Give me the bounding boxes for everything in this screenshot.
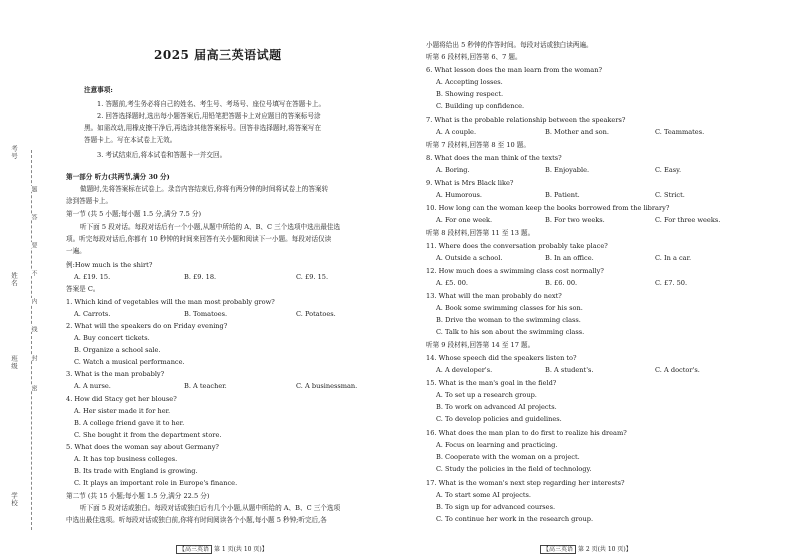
option: A. Humorous. (436, 191, 483, 199)
option: A. A nurse. (74, 382, 111, 390)
option: B. In an office. (545, 254, 594, 262)
option: A. A developer's. (436, 366, 493, 374)
option: C. £9. 15. (296, 273, 329, 281)
class-label: 班级 (10, 355, 18, 370)
footer-page: 第 1 页(共 10 页)】 (213, 546, 268, 553)
question: 16. What does the man plan to do first to realize his dream? (426, 429, 627, 437)
option: C. She bought it from the department store. (74, 431, 222, 439)
option: C. Easy. (655, 166, 682, 174)
section2-desc: 听下面 5 段对话或独白。每段对话或独白后有几个小题,从题中所给的 A、B、C 三个选项 (80, 504, 341, 512)
seal-word: 线 (30, 326, 37, 332)
option: A. £5. 00. (436, 279, 469, 287)
option: B. Drive the woman to the swimming class. (436, 316, 581, 324)
school-label: 学校 (10, 492, 18, 507)
option: A. It has top business colleges. (74, 455, 178, 463)
option: B. Cooperate with the woman on a project. (436, 453, 580, 461)
question: 2. What will the speakers do on Friday evening? (66, 322, 228, 330)
material-heading: 听第 7 段材料,回答第 8 至 10 题。 (426, 141, 530, 149)
option: C. Watch a musical performance. (74, 358, 185, 366)
seal-word: 不 (30, 270, 37, 276)
option: C. To develop policies and guidelines. (436, 415, 562, 423)
exam-title: 2025 届高三英语试题 (154, 48, 282, 62)
option: A. Her sister made it for her. (74, 407, 171, 415)
option: B. Mother and son. (545, 128, 609, 136)
option: A. Focus on learning and practicing. (436, 441, 558, 449)
seal-line (31, 150, 32, 530)
option: C. Building up confidence. (436, 102, 525, 110)
question: 15. What is the man's goal in the field? (426, 379, 557, 387)
option: B. To sign up for advanced courses. (436, 503, 556, 511)
footer-page: 第 2 页(共 10 页)】 (577, 546, 632, 553)
option: B. £6. 00. (545, 279, 578, 287)
option: B. To work on advanced AI projects. (436, 403, 557, 411)
question: 1. Which kind of vegetables will the man most probably grow? (66, 298, 275, 306)
part1-desc: 涂到答题卡上。 (66, 197, 113, 205)
option: A. To start some AI projects. (436, 491, 531, 499)
footer-subject: 【高三英语 (540, 545, 576, 554)
option: C. Strict. (655, 191, 685, 199)
question: 11. Where does the conversation probably take place? (426, 242, 608, 250)
seal-word: 要 (30, 242, 37, 248)
option: A. Carrots. (74, 310, 111, 318)
option: B. Enjoyable. (545, 166, 590, 174)
option: B. Organize a school sale. (74, 346, 161, 354)
part1-desc: 做题时,先将答案标在试卷上。录音内容结束后,你将有两分钟的时间将试卷上的答案转 (80, 185, 329, 193)
option: A. Outside a school. (436, 254, 503, 262)
question: 3. What is the man probably? (66, 370, 165, 378)
question: 6. What lesson does the man learn from the woman? (426, 66, 602, 74)
option: B. A teacher. (184, 382, 227, 390)
option: A. Buy concert tickets. (74, 334, 150, 342)
material-heading: 听第 9 段材料,回答第 14 至 17 题。 (426, 341, 535, 349)
option: A. To set up a research group. (436, 391, 537, 399)
option: B. Its trade with England is growing. (74, 467, 198, 475)
question: 17. What is the woman's next step regarding her interests? (426, 479, 625, 487)
seal-word: 封 (30, 355, 37, 361)
footer-subject: 【高三英语 (176, 545, 212, 554)
section1-desc: 项。听完每段对话后,你都有 10 秒钟的时间来回答有关小题和阅读下一小题。每段对话仅读 (66, 235, 332, 243)
question: 12. How much does a swimming class cost normally? (426, 267, 604, 275)
binding-gutter (0, 0, 50, 560)
note-line: 答题卡上。写在本试卷上无效。 (84, 136, 177, 144)
option: C. Teammates. (655, 128, 705, 136)
question: 5. What does the woman say about Germany? (66, 443, 219, 451)
option: C. A businessman. (296, 382, 358, 390)
option: A. Book some swimming classes for his son. (436, 304, 583, 312)
option: B. £9. 18. (184, 273, 217, 281)
option: C. To continue her work in the research group. (436, 515, 594, 523)
question: 13. What will the man probably do next? (426, 292, 562, 300)
name-label: 姓名 (10, 272, 18, 287)
option: B. Showing respect. (436, 90, 504, 98)
note-line: 3. 考试结束后,将本试卷和答题卡一并交回。 (97, 151, 227, 159)
option: C. Study the policies in the field of technology. (436, 465, 592, 473)
option: C. Talk to his son about the swimming class. (436, 328, 585, 336)
seal-word: 密 (30, 385, 37, 391)
section1-title: 第一节 (共 5 小题;每小题 1.5 分,满分 7.5 分) (66, 210, 202, 218)
option: A. A couple. (436, 128, 477, 136)
option: B. For two weeks. (545, 216, 605, 224)
note-line: 2. 回答选择题时,选出每小题答案后,用铅笔把答题卡上对应题目的答案标号涂 (97, 112, 321, 120)
option: B. Tomatoes. (184, 310, 228, 318)
seal-word: 题 (30, 186, 37, 192)
question: 9. What is Mrs Black like? (426, 179, 514, 187)
question: 14. Whose speech did the speakers listen to? (426, 354, 577, 362)
option: C. Potatoes. (296, 310, 336, 318)
option: C. A doctor's. (655, 366, 700, 374)
notes-heading: 注意事项: (84, 86, 113, 94)
note-line: 1. 答题前,考生务必将自己的姓名、考生号、考场号、座位号填写在答题卡上。 (97, 100, 326, 108)
seal-word: 答 (30, 214, 37, 220)
option: A. For one week. (436, 216, 493, 224)
page-footer (176, 544, 268, 556)
material-heading: 听第 8 段材料,回答第 11 至 13 题。 (426, 229, 535, 237)
question: 10. How long can the woman keep the books borrowed from the library? (426, 204, 670, 212)
intro-line: 小题将给出 5 秒钟的作答时间。每段对话或独白读两遍。 (426, 41, 593, 49)
option: B. A student's. (545, 366, 594, 374)
note-line: 黑。如需改动,用橡皮擦干净后,再选涂其他答案标号。回答非选择题时,将答案写在 (84, 124, 322, 132)
section1-desc: 一遍。 (66, 247, 86, 255)
example-answer: 答案是 C。 (66, 285, 100, 293)
option: C. In a car. (655, 254, 692, 262)
section2-title: 第二节 (共 15 小题;每小题 1.5 分,满分 22.5 分) (66, 492, 210, 500)
option: B. Patient. (545, 191, 580, 199)
part1-title: 第一部分 听力(共两节,满分 30 分) (66, 173, 170, 181)
section2-desc: 中选出最佳选项。听每段对话或独白前,你将有时间阅读各个小题,每小题 5 秒钟;听完后,各 (66, 516, 327, 524)
question: 7. What is the probable relationship between the speakers? (426, 116, 626, 124)
option: C. £7. 50. (655, 279, 688, 287)
example-question: 例:How much is the shirt? (66, 261, 153, 269)
option: C. It plays an important role in Europe's finance. (74, 479, 238, 487)
option: A. Boring. (436, 166, 470, 174)
question: 8. What does the man think of the texts? (426, 154, 562, 162)
option: A. Accepting losses. (436, 78, 503, 86)
material-heading: 听第 6 段材料,回答第 6、7 题。 (426, 53, 522, 61)
seal-word: 内 (30, 298, 37, 304)
option: C. For three weeks. (655, 216, 721, 224)
option: B. A college friend gave it to her. (74, 419, 185, 427)
page-footer (540, 544, 632, 556)
exam-number-label: 考号 (10, 145, 18, 160)
question: 4. How did Stacy get her blouse? (66, 395, 177, 403)
option: A. £19. 15. (74, 273, 111, 281)
section1-desc: 听下面 5 段对话。每段对话后有一个小题,从题中所给的 A、B、C 三个选项中选出最佳选 (80, 223, 341, 231)
